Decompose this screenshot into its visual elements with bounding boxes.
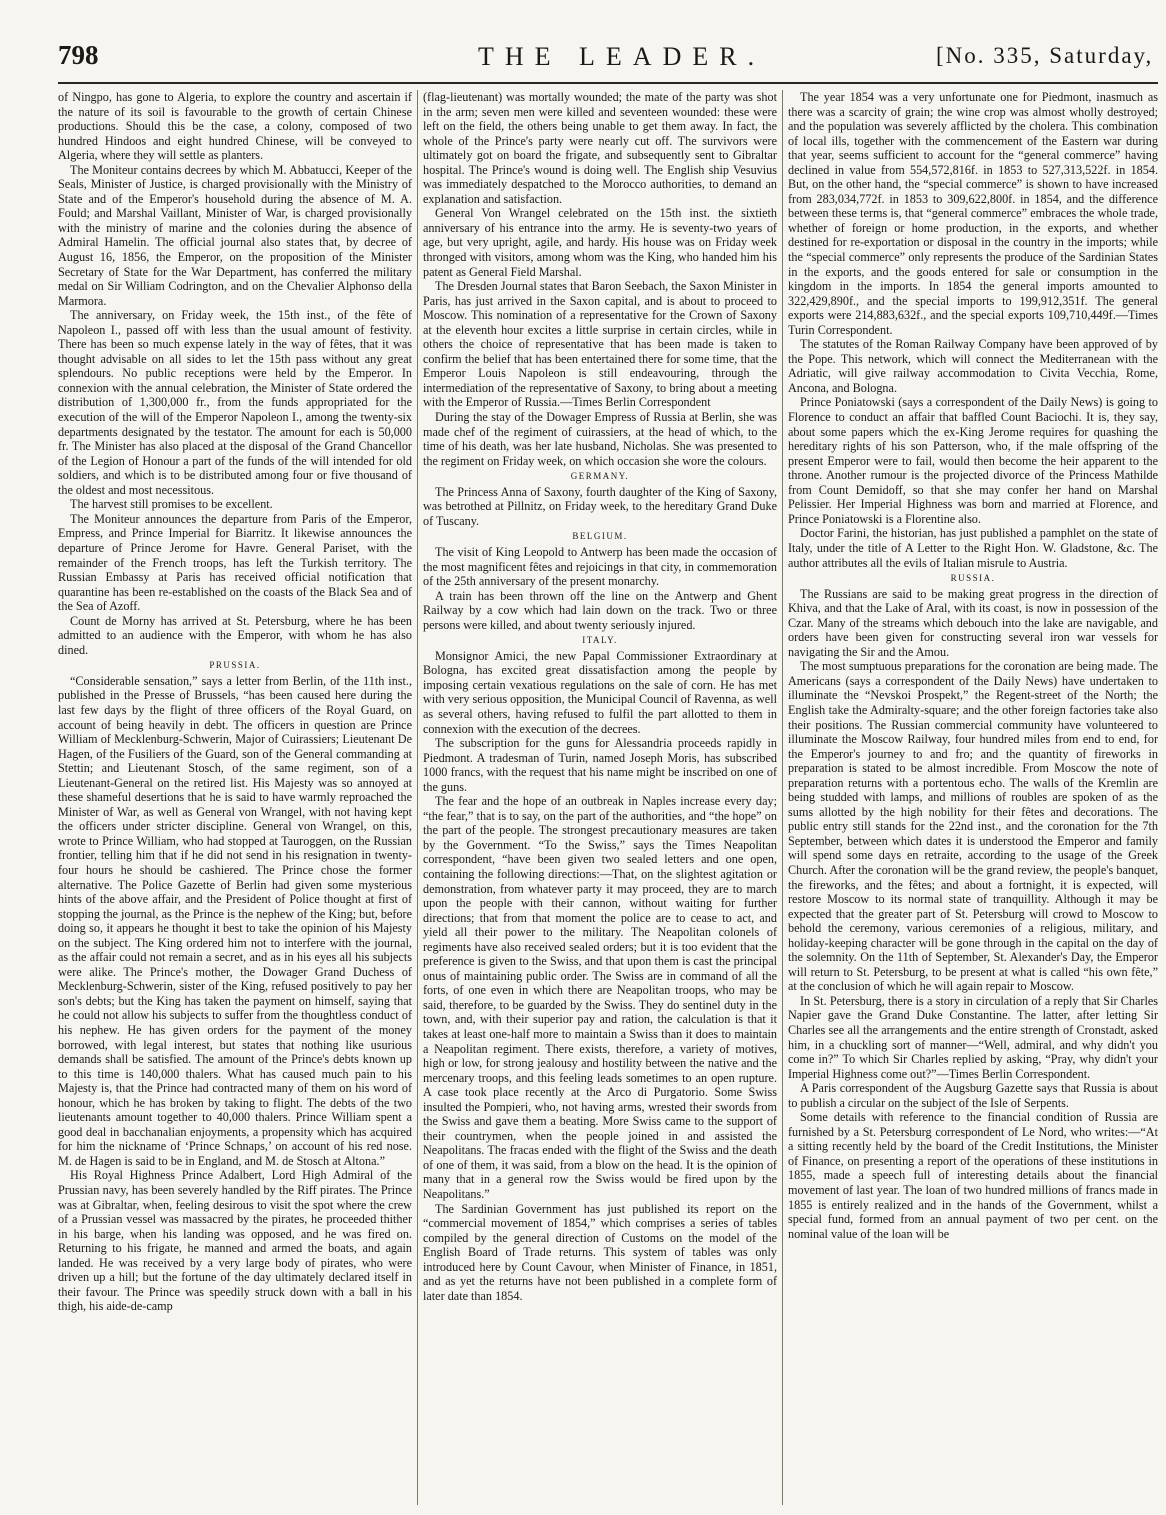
paragraph: of Ningpo, has gone to Algeria, to explore the country and ascertain if the nature of its soil is favourable to the growth of certain Chinese productions. Should this be the case, a colony, composed of two hundred Hindoos and eight hundred Chinese, will be conveyed to Algeria, where they will settle as planters. xyxy=(58,90,412,163)
column-1 xyxy=(58,90,412,1505)
paragraph: His Royal Highness Prince Adalbert, Lord High Admiral of the Prussian navy, has been severely handled by the Riff pirates. The Prince was at Gibraltar, when, feeling desirous to visit the spot where the crew of a Prussian vessel was massacred by the pirates, he proceeded thither in his barge, when his landing was opposed, and he was fired on. Returning to his frigate, he manned and armed the boats, and again landed. He was received by a very large body of pirates, who were driven up a hill; but the fortune of the day ultimately declared itself in their favour. The Prince was speedily struck down with a ball in his thigh, his aide-de-camp xyxy=(58,1168,412,1314)
section-heading-belgium: BELGIUM. xyxy=(572,531,628,542)
paragraph: The visit of King Leopold to Antwerp has been made the occasion of the most magnificent fêtes and rejoicings in that city, in commemoration of the 25th anniversary of the present monarchy. xyxy=(423,544,777,589)
paragraph: The Moniteur announces the departure from Paris of the Emperor, Empress, and Prince Imperial for Biarritz. It likewise announces the departure of Prince Jerome for Havre. General Pariset, with the remainder of the French troops, has left the Turkish territory. The Russian Embassy at Paris has received official notification that quarantine has been re-established on the coasts of the Black Sea and of the Sea of Azoff. xyxy=(58,511,412,614)
section-heading-germany: GERMANY. xyxy=(570,471,630,482)
paragraph: Prince Poniatowski (says a correspondent of the Daily News) is going to Florence to conduct an affair that baffled Count Baciochi. It is, they say, about some papers which the ex-King Jerome requires for quashing the hereditary rights of his son Patterson, who, if the male offspring of the present Emperor were to fail, would then become the heir apparent to the throne. Another rumour is the projected divorce of the Princess Mathilde from Count Demidoff, so that she may confer her hand on Marshal Pelissier. Her Imperial Highness was born and married at Florence, and Prince Poniatowski is a Florentine also. xyxy=(788,395,1158,526)
page-header xyxy=(58,40,1158,80)
column-2 xyxy=(423,90,777,1505)
masthead-title: THE LEADER. xyxy=(478,42,766,71)
paragraph: Some details with reference to the financial condition of Russia are furnished by a St. Petersburg correspondent of Le Nord, who writes:—“At a sitting recently held by the board of the Credit Institutions, the Minister of Finance, on presenting a report of the operations of these institutions in 1855, made a speech full of interesting details about the financial movement of last year. The loan of two hundred millions of francs made in 1855 is entirely realized and in the hands of the Government, whilst a special fund, formed from an annual payment of two per cent. on the nominal value of the loan will be xyxy=(788,1110,1158,1241)
paragraph: Doctor Farini, the historian, has just published a pamphlet on the state of Italy, under the title of A Letter to the Right Hon. W. Gladstone, &c. The author attributes all the evils of Italian misrule to Austria. xyxy=(788,526,1158,570)
paragraph: “Considerable sensation,” says a letter from Berlin, of the 11th inst., published in the Presse of Brussels, “has been caused here during the last few days by the flight of three officers of the Royal Guard, on account of being heavily in debt. The officers in question are Prince William of Mecklenburg-Schwerin, Major of Cuirassiers; Lieutenant De Hagen, of the Fusiliers of the Guard, son of the General commanding at Stettin; and Lieutenant Stosch, of the same regiment, son of a Lieutenant-General on the retired list. His Majesty was so annoyed at these shameful desertions that he is said to have warmly reproached the Minister of War, as well as General von Wrangel, with not having kept the officers under stricter discipline. General von Wrangel, on this, wrote to Prince William, who had stopped at Tauroggen, on the Russian frontier, telling him that if he did not send in his resignation in twenty-four hours he should be cashiered. The Prince chose the former alternative. The Police Gazette of Berlin had given some mysterious hints of the above affair, and the President of Police thought at first of stopping the journal, as the Prince is the nephew of the King; but, before doing so, it appears he thought it best to take the opinion of his Majesty on the subject. The King ordered him not to interfere with the journal, as the affair could not remain a secret, and as in his eyes all his subjects were alike. The Prince's mother, the Dowager Grand Duchess of Mecklenburg-Schwerin, sister of the King, refused positively to pay her son's debts; but the King has taken the payment on himself, saying that he could not allow his subjects to suffer from the thoughtless conduct of his nephew. He has given orders for the payment of the money borrowed, with legal interest, but states that nothing like usurious demands shall be satisfied. The amount of the Prince's debts known up to this time is 140,000 thalers. What has caused much pain to his Majesty is, that the Prince had contracted many of them on his word of honour, which he has broken by taking to flight. The debts of the two lieutenants amount together to 40,000 thalers. Prince William spent a good deal in bacchanalian enjoyments, a propensity which has acquired for him the nickname of ‘Prince Schnaps,’ on account of his red nose. M. de Hagen is said to be in England, and M. de Stosch at Altona.” xyxy=(58,673,412,1168)
paragraph: Monsignor Amici, the new Papal Commissioner Extraordinary at Bologna, has excited great dissatisfaction among the people by imposing certain vexatious regulations on the sale of corn. He has met with very serious opposition, the Municipal Council of Ravenna, as well as several others, having refused to fulfil the part allotted to them in connexion with the execution of the decrees. xyxy=(423,648,777,736)
paragraph: The Moniteur contains decrees by which M. Abbatucci, Keeper of the Seals, Minister of Justice, is charged provisionally with the Ministry of State and of the Emperor's household during the absence of M. A. Fould; and Marshal Vaillant, Minister of War, is charged provisionally with the ministry of marine and the colonies during the absence of Admiral Hamelin. The official journal also states that, by decree of August 16, 1856, the Emperor, on the proposition of the Minister Secretary of State for the War Department, has conferred the military medal on Sir William Codrington, and on the Chevalier Alphonso della Marmora. xyxy=(58,162,412,308)
section-heading-italy: ITALY. xyxy=(582,635,618,646)
paragraph: The most sumptuous preparations for the coronation are being made. The Americans (says a correspondent of the Daily News) have undertaken to illuminate the “Nevskoi Prospekt,” the Regent-street of the North; the English take the Admiralty-square; and the other foreign factories take also their positions. The Russian commercial community have volunteered to illuminate the Moscow Railway, four hundred miles from end to end, for the Emperor's journey to and fro; and the quantity of fireworks in preparation is stated to be almost incredible. From Moscow the note of preparation returns with a portentous echo. The walls of the Kremlin are being studded with lamps, and millions of roubles are spoken of as the sums allotted by the high nobility for their fêtes and decorations. The public entry still stands for the 22nd inst., and the coronation for the 7th September, between which dates it is understood the Emperor and family will spend some days en retraite, according to the usage of the Greek Church. After the coronation will be the grand review, the people's banquet, the fireworks, and the fêtes; and about a fortnight, it is expected, will restore Moscow to its normal state of tranquillity. Although it may be expected that the greater part of St. Petersburg will crowd to Moscow to behold the ceremony, various ceremonies of a religious, military, and holiday-keeping character will be gone through in the capital on the day of the solemnity. On the 11th of September, St. Alexander's Day, the Emperor will return to St. Petersburg, to be present at what is called “his own fête,” at the conclusion of which he will again repair to Moscow. xyxy=(788,659,1158,994)
paragraph: The anniversary, on Friday week, the 15th inst., of the fête of Napoleon I., passed off with less than the usual amount of festivity. There has been so much expense lately in the way of fêtes, that it was thought advisable on all sides to let the 15th pass without any great splendours. No public receptions were held by the Emperor. In connexion with the annual celebration, the Minister of State ordered the distribution of 1,300,000 fr., from the funds appropriated for the execution of the will of the Emperor Napoleon I., among the twenty-six departments designated by the testator. The amount for each is 50,000 fr. The Minister has also placed at the disposal of the Grand Chancellor of the Legion of Honour a part of the funds of the will intended for old soldiers, and which is to be distributed among four or five thousand of the oldest and most necessitous. xyxy=(58,308,412,497)
issue-info: [No. 335, Saturday, xyxy=(936,43,1154,68)
paragraph: The year 1854 was a very unfortunate one for Piedmont, inasmuch as there was a scarcity of grain; the wine crop was almost wholly destroyed; and the population was severely afflicted by the cholera. This combination of local ills, together with the commencement of the Eastern war during that year, seems sufficient to account for the “general commerce” having declined in value from 554,572,816f. in 1853 to 527,313,522f. in 1854. But, on the other hand, the “special commerce” is shown to have increased from 283,034,772f. in 1853 to 309,622,800f. in 1854, and the difference between these terms is, that “general commerce” embraces the whole trade, whether of foreign or home production, in the exports, and whether destined for re-exportation or disposal in the country in the imports; while the “special commerce” only represents the produce of the Sardinian States in the exports, and the goods entered for sale or consumption in the kingdom in the imports. In 1854 the general imports amounted to 322,429,890f., and the special imports to 199,912,351f. The general exports were 214,883,632f., and the special exports 109,710,449f.—Times Turin Correspondent. xyxy=(788,90,1158,337)
paragraph: The Princess Anna of Saxony, fourth daughter of the King of Saxony, was betrothed at Pillnitz, on Friday week, to the hereditary Grand Duke of Tuscany. xyxy=(423,484,777,528)
paragraph: In St. Petersburg, there is a story in circulation of a reply that Sir Charles Napier gave the Grand Duke Constantine. The latter, after letting Sir Charles see all the arrangements and the entire strength of Cronstadt, asked him, in a chuckling sort of manner—“Well, admiral, and why didn't you come in?” To which Sir Charles replied by asking, “Pray, why didn't your Imperial Highness come out?”—Times Berlin Correspondent. xyxy=(788,993,1158,1081)
paragraph: The Sardinian Government has just published its report on the “commercial movement of 1854,” which comprises a series of tables compiled by the general direction of Customs on the model of the English Board of Trade returns. This system of tables was only introduced here by Count Cavour, when Minister of Finance, in 1851, and as yet the returns have not been published in a complete form of later date than 1854. xyxy=(423,1201,777,1303)
column-divider xyxy=(417,90,418,1505)
paragraph: The harvest still promises to be excellent. xyxy=(70,497,273,512)
section-heading-russia: RUSSIA. xyxy=(950,573,996,584)
paragraph: The Russians are said to be making great progress in the direction of Khiva, and that the Lake of Aral, with its coast, is now in possession of the Czar. Many of the streams which debouch into the lake are navigable, and orders have been given for constructing several iron war vessels for navigating the Sir and the Amou. xyxy=(788,586,1158,659)
paragraph: A Paris correspondent of the Augsburg Gazette says that Russia is about to publish a circular on the subject of the Isle of Serpents. xyxy=(788,1081,1158,1110)
page-number: 798 xyxy=(58,40,99,70)
section-heading-prussia: PRUSSIA. xyxy=(209,660,261,671)
paragraph: (flag-lieutenant) was mortally wounded; the mate of the party was shot in the arm; seven men were killed and seventeen wounded: these were left on the field, the others being unable to get them away. In fact, the whole of the Prince's party were nearly cut off. The survivors were ultimately got on board the frigate, and subsequently sent to Gibraltar hospital. The Prince's wound is doing well. The English ship Vesuvius was immediately despatched to the Morocco authorities, to demand an explanation and satisfaction. xyxy=(423,90,777,206)
paragraph: The statutes of the Roman Railway Company have been approved of by the Pope. This network, which will connect the Mediterranean with the Adriatic, will give railway accommodation to Civita Vecchia, Rome, Ancona, and Bologna. xyxy=(788,337,1158,395)
paragraph: General Von Wrangel celebrated on the 15th inst. the sixtieth anniversary of his entrance into the army. He is seventy-two years of age, but very upright, agile, and hardy. His house was on Friday week thronged with visitors, among whom was the King, who handed him his patent as General Field Marshal. xyxy=(423,206,777,279)
paragraph: The fear and the hope of an outbreak in Naples increase every day; “the fear,” that is to say, on the part of the authorities, and “the hope” on the part of the people. The strongest precautionary measures are taken by the Government. “To the Swiss,” says the Times Neapolitan correspondent, “have been given two sealed letters and one open, containing the following directions:—That, on the slightest agitation or demonstration, from whatever party it may proceed, they are to march upon the people with their cannon, without waiting for further directions; that from that moment the police are to cease to act, and yield all their power to the military. The Neapolitan colonels of regiments have also received sealed orders; but it is too evident that the preference is given to the Swiss, and that upon them is cast the principal onus of maintaining public order. The Swiss are in command of all the forts, of one even in which there are Neapolitan troops, who may be said, therefore, to be guarded by the Swiss. They do sentinel duty in the town, and, with their superior pay and ration, the calculation is that it takes at least one-half more to maintain a Swiss than it does to maintain a Neapolitan regiment. There exists, therefore, a variety of motives, high or low, for strong jealousy and hostility between the native and the mercenary troops, and this feeling leads sometimes to an open rupture. A case took place recently at the Arco di Purgatorio. Some Swiss insulted the Pompieri, who, not having arms, wrested their swords from the Swiss and gave them a beating. More Swiss came to the support of their countrymen, when the people joined in and assisted the Neapolitans. The fracas ended with the flight of the Swiss and the death of one of them, it was said, from a blow on the head. It is the opinion of many that in a general row the Swiss would be fired upon by the Neapolitans.” xyxy=(423,794,777,1202)
column-divider xyxy=(782,90,783,1505)
paragraph: A train has been thrown off the line on the Antwerp and Ghent Railway by a cow which had lain down on the track. Two or three persons were killed, and about twenty seriously injured. xyxy=(423,588,777,632)
paragraph: During the stay of the Dowager Empress of Russia at Berlin, she was made chef of the regiment of cuirassiers, at the head of which, to the time of his death, was her late husband, Nicholas. She was presented to the regiment on Friday week, on which occasion she wore the colours. xyxy=(423,410,777,468)
header-rule xyxy=(58,82,1158,84)
paragraph: The subscription for the guns for Alessandria proceeds rapidly in Piedmont. A tradesman of Turin, named Joseph Moris, has subscribed 1000 francs, with the request that his name might be inscribed on one of the guns. xyxy=(423,736,777,794)
column-3 xyxy=(788,90,1158,1505)
paragraph: Count de Morny has arrived at St. Petersburg, where he has been admitted to an audience with the Emperor, with whom he has also dined. xyxy=(58,613,412,657)
paragraph: The Dresden Journal states that Baron Seebach, the Saxon Minister in Paris, has just arrived in the Saxon capital, and is about to proceed to Moscow. This nomination of a representative for the Crown of Saxony at the eleventh hour excites a little surprise in certain circles, while in others the choice of representative that has been made is taken to confirm the belief that has been entertained there for some time, that the Emperor Louis Napoleon is still endeavouring, through the intermediation of the representative of Saxony, to bring about a meeting with the Emperor of Russia.—Times Berlin Correspondent xyxy=(423,279,777,410)
